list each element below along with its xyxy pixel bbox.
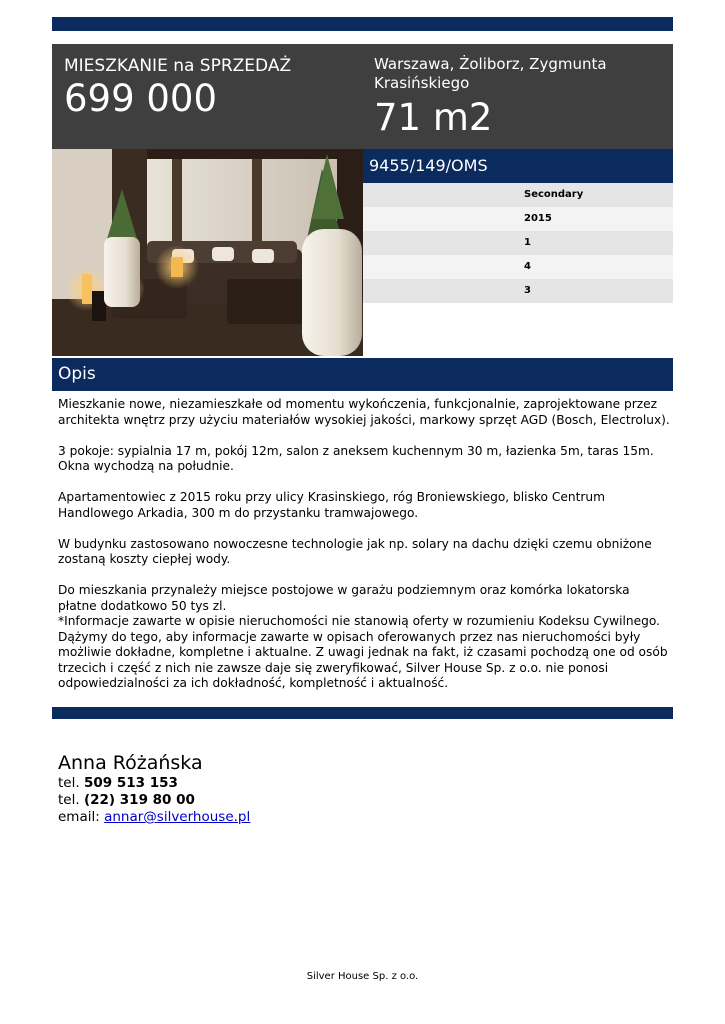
disclaimer: *Informacje zawarte w opisie nieruchomości nie stanowią oferty w rozumieniu Kodeksu Cywilnego. Dążymy do tego, aby informacje zawarte w opisach oferowanych przez nas nieruchomości były możliwie dokładne, kompletne i aktualne. Z uwagi jednak na fakt, iż czasami pochodzą one od osób trzecich i część z nich nie zawsze daje się zweryfikować, Silver House Sp. z o.o. nie ponosi odpowiedzialności za ich dokładność, kompletność i aktualność. [58, 614, 668, 690]
property-photo [52, 149, 363, 356]
detail-row-rooms: 3 [363, 279, 673, 303]
description-paragraph: W budynku zastosowano nowoczesne technologie jak np. solary na dachu dzięki czemu obniżone zostaną koszty ciepłej wody. [58, 536, 652, 566]
description-paragraph: Apartamentowiec z 2015 roku przy ulicy Krasinskiego, róg Broniewskiego, blisko Centrum Handlowego Arkadia, 300 m do przystanku tramwajowego. [58, 490, 605, 520]
description [58, 397, 670, 692]
detail-row-year: 2015 [363, 207, 673, 231]
bottom-accent-bar [52, 707, 673, 719]
phone-number[interactable]: 509 513 153 [83, 775, 178, 791]
tel-label: tel. [58, 775, 80, 791]
detail-row-market: Secondary [363, 183, 673, 207]
price: 699 000 [64, 77, 218, 120]
footer-company: Silver House Sp. z o.o. [306, 971, 419, 982]
area: 71 m2 [374, 96, 493, 139]
details-panel [363, 149, 673, 356]
top-accent-bar [52, 17, 673, 31]
email-line [58, 809, 558, 826]
offer-type: MIESZKANIE na SPRZEDAŻ [64, 56, 292, 76]
detail-row-value: 4 [363, 255, 673, 279]
description-paragraph: Mieszkanie nowe, niezamieszkałe od momentu wykończenia, funkcjonalnie, zaprojektowane przez architekta wnętrz przy użyciu materiałów wysokiej jakości, markowy sprzęt AGD (Bosch, Electrolux). [58, 397, 670, 427]
agent-name: Anna Różańska [58, 752, 203, 774]
section-title: Opis [58, 364, 96, 384]
location: Warszawa, Żoliborz, Zygmunta Krasińskiego [374, 55, 607, 92]
phone-line-1 [58, 775, 558, 792]
header-right [374, 55, 664, 140]
listing-header [52, 44, 673, 149]
description-paragraph: Do mieszkania przynależy miejsce postojowe w garażu podziemnym oraz komórka lokatorska płatne dodatkowo 50 tys zl. [58, 583, 630, 613]
email-link[interactable]: annar@silverhouse.pl [104, 809, 251, 825]
phone-number[interactable]: (22) 319 80 00 [83, 792, 195, 808]
phone-line-2 [58, 792, 558, 809]
tel-label: tel. [58, 792, 80, 808]
agent-contact [58, 751, 558, 826]
section-header [52, 358, 673, 391]
header-left [64, 55, 364, 121]
email-label: email: [58, 809, 100, 825]
description-paragraph: 3 pokoje: sypialnia 17 m, pokój 12m, salon z aneksem kuchennym 30 m, łazienka 5m, taras 15m. Okna wychodzą na południe. [58, 443, 654, 473]
reference-number: 9455/149/OMS [363, 149, 673, 183]
detail-row-value: 1 [363, 231, 673, 255]
